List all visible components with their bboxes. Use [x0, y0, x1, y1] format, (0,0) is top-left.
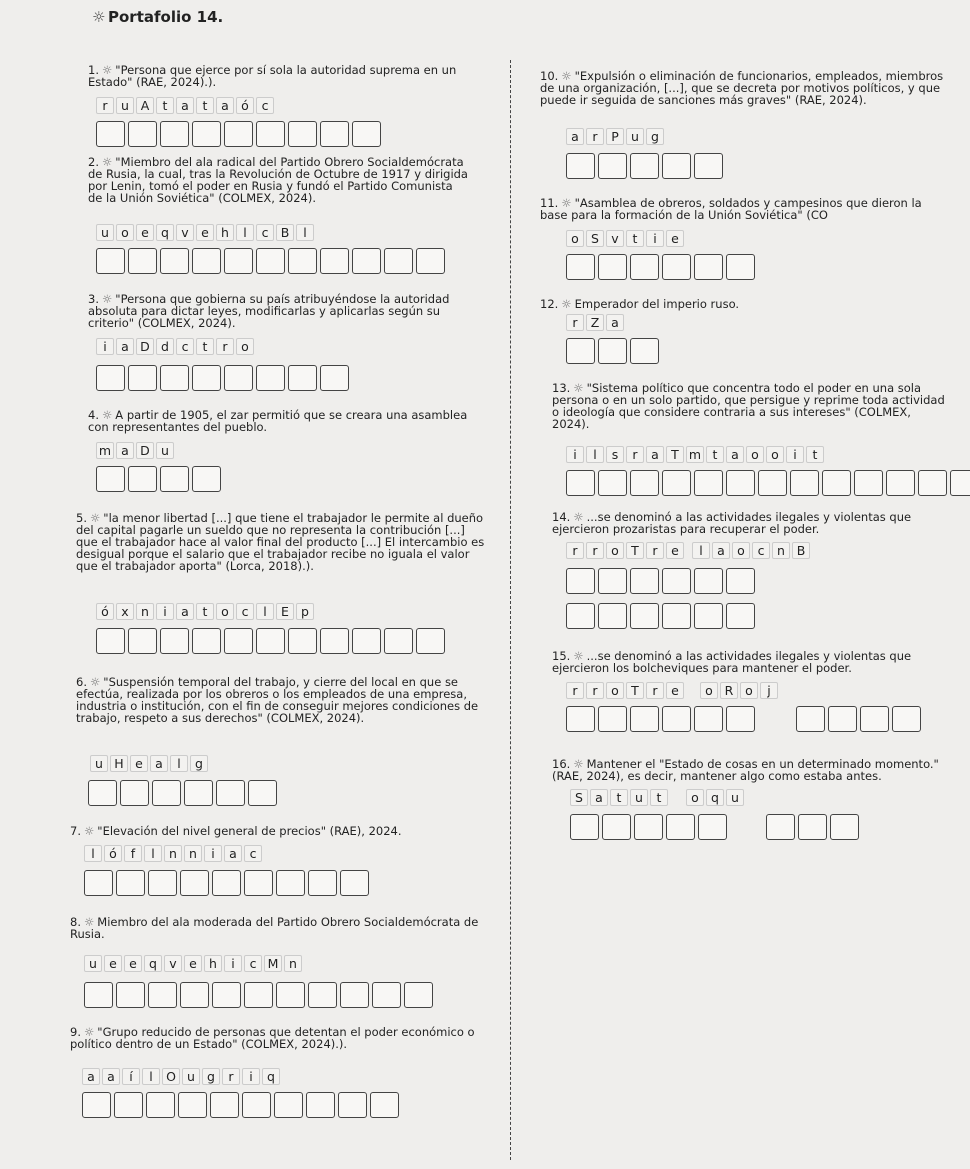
letter-tile: m — [686, 446, 704, 463]
answer-boxes-q16b[interactable] — [766, 814, 862, 840]
letter-tile: o — [216, 603, 234, 620]
sun-icon: ☼ — [573, 757, 584, 771]
sun-icon: ☼ — [101, 155, 113, 169]
letter-tile: l — [256, 603, 274, 620]
letters-q4 — [96, 442, 176, 459]
lightbulb-icon: ☼ — [92, 8, 106, 26]
letter-tile: r — [646, 542, 664, 559]
letter-tile: a — [726, 446, 744, 463]
letter-tile: h — [216, 224, 234, 241]
question-2: 2. ☼ "Miembro del ala radical del Partido Obrero Socialdemócrata de Rusia, la cual, tras la Revolución de Octubre de 1917 y dirigida por Lenin, tomó el poder en Rusia y fundó el Partido Comunista de la Unión Soviética" (COLMEX, 2024). — [88, 155, 468, 205]
letter-tile: o — [236, 338, 254, 355]
letter-tile: o — [746, 446, 764, 463]
letter-tile: a — [646, 446, 664, 463]
answer-boxes-q13[interactable] — [566, 470, 970, 496]
letter-tile: t — [196, 338, 214, 355]
question-5: 5. ☼ "la menor libertad [...] que tiene el trabajador le permite al dueño del capital pagarle un sueldo que no representa la contribución [...] que el trabajador hace al valor final del producto [...] El intercambio es desigual porque el salario que el trabajador recibe no iguala el valor que el trabajador aporta" (Lorca, 2018).). — [76, 511, 485, 573]
letter-tile: T — [626, 682, 644, 699]
letter-tile: u — [90, 755, 108, 772]
letter-tile: H — [110, 755, 128, 772]
letter-tile: D — [136, 338, 154, 355]
letter-tile: i — [786, 446, 804, 463]
letter-tile: r — [586, 682, 604, 699]
letter-tile: j — [760, 682, 778, 699]
letter-tile: r — [222, 1068, 240, 1085]
letter-tile: e — [124, 955, 142, 972]
letter-tile: ó — [104, 845, 122, 862]
letters-q5 — [96, 603, 316, 620]
sun-icon: ☼ — [83, 1025, 95, 1039]
letter-tile: r — [586, 542, 604, 559]
sun-icon: ☼ — [83, 824, 95, 838]
answer-boxes-q4[interactable] — [96, 466, 224, 492]
sun-icon: ☼ — [561, 297, 572, 311]
letter-tile: l — [170, 755, 188, 772]
sun-icon: ☼ — [573, 649, 584, 663]
answer-boxes-q7[interactable] — [84, 870, 372, 896]
letter-tile: n — [284, 955, 302, 972]
letter-tile: a — [176, 97, 194, 114]
letter-tile: q — [144, 955, 162, 972]
letter-tile: t — [626, 230, 644, 247]
answer-boxes-q3[interactable] — [96, 365, 352, 391]
letters-q11 — [566, 230, 686, 247]
letters-q15b — [700, 682, 780, 699]
letter-tile: g — [190, 755, 208, 772]
title-text: Portafolio 14. — [108, 8, 224, 26]
page-title — [92, 8, 224, 26]
letter-tile: o — [606, 542, 624, 559]
letter-tile: S — [586, 230, 604, 247]
sun-icon: ☼ — [89, 675, 101, 689]
letter-tile: a — [224, 845, 242, 862]
letter-tile: M — [264, 955, 282, 972]
letter-tile: t — [650, 789, 668, 806]
letter-tile: t — [706, 446, 724, 463]
answer-boxes-q5[interactable] — [96, 628, 448, 654]
sun-icon: ☼ — [89, 511, 101, 525]
letters-q6 — [90, 755, 210, 772]
sun-icon: ☼ — [573, 510, 584, 524]
answer-boxes-q11[interactable] — [566, 254, 758, 280]
letters-q7 — [84, 845, 264, 862]
letter-tile: p — [296, 603, 314, 620]
letter-tile: h — [204, 955, 222, 972]
answer-boxes-q10[interactable] — [566, 153, 726, 179]
letter-tile: a — [606, 314, 624, 331]
letters-q15a — [566, 682, 686, 699]
letters-q16b — [686, 789, 746, 806]
letter-tile: D — [136, 442, 154, 459]
letter-tile: q — [706, 789, 724, 806]
question-16: 16. ☼ Mantener el "Estado de cosas en un determinado momento." (RAE, 2024), es decir, mantener algo como estaba antes. — [552, 757, 939, 783]
letter-tile: g — [202, 1068, 220, 1085]
letter-tile: u — [630, 789, 648, 806]
sun-icon: ☼ — [101, 63, 113, 77]
letter-tile: u — [626, 128, 644, 145]
letter-tile: o — [686, 789, 704, 806]
letter-tile: r — [96, 97, 114, 114]
letter-tile: e — [196, 224, 214, 241]
letter-tile: e — [130, 755, 148, 772]
letter-tile: ó — [236, 97, 254, 114]
question-10: 10. ☼ "Expulsión o eliminación de funcionarios, empleados, miembros de una organización, [...], que se decreta por motivos políticos, y que puede ir seguida de sanciones más graves" (RAE, 2024). — [540, 69, 944, 107]
letter-tile: v — [164, 955, 182, 972]
letter-tile: c — [752, 542, 770, 559]
sun-icon: ☼ — [101, 292, 113, 306]
letter-tile: S — [570, 789, 588, 806]
letters-q12 — [566, 314, 626, 331]
letter-tile: u — [84, 955, 102, 972]
letter-tile: r — [626, 446, 644, 463]
letter-tile: t — [610, 789, 628, 806]
letter-tile: a — [712, 542, 730, 559]
letter-tile: a — [216, 97, 234, 114]
question-13: 13. ☼ "Sistema político que concentra todo el poder en una sola persona o en un solo partido, que persigue y reprime toda actividad o ideología que considere contraria a sus intereses" (COLMEX, 2024). — [552, 381, 945, 431]
letters-q2 — [96, 224, 316, 241]
letter-tile: t — [156, 97, 174, 114]
letter-tile: l — [84, 845, 102, 862]
letter-tile: v — [176, 224, 194, 241]
letter-tile: T — [666, 446, 684, 463]
letter-tile: g — [646, 128, 664, 145]
letter-tile: e — [104, 955, 122, 972]
letters-q8 — [84, 955, 304, 972]
sun-icon: ☼ — [561, 69, 572, 83]
letter-tile: l — [296, 224, 314, 241]
letter-tile: t — [196, 603, 214, 620]
letter-tile: c — [236, 603, 254, 620]
letter-tile: A — [136, 97, 154, 114]
letter-tile: i — [224, 955, 242, 972]
question-7: 7. ☼ "Elevación del nivel general de precios" (RAE), 2024. — [70, 824, 402, 838]
sun-icon: ☼ — [101, 408, 113, 422]
letter-tile: f — [124, 845, 142, 862]
letter-tile: í — [122, 1068, 140, 1085]
letters-q10 — [566, 128, 666, 145]
letter-tile: o — [732, 542, 750, 559]
letter-tile: a — [590, 789, 608, 806]
letter-tile: r — [566, 682, 584, 699]
letter-tile: r — [216, 338, 234, 355]
letter-tile: E — [276, 603, 294, 620]
letter-tile: i — [96, 338, 114, 355]
letter-tile: o — [740, 682, 758, 699]
letter-tile: u — [726, 789, 744, 806]
letter-tile: m — [96, 442, 114, 459]
answer-boxes-q6[interactable] — [88, 780, 280, 806]
letter-tile: l — [236, 224, 254, 241]
question-12: 12. ☼ Emperador del imperio ruso. — [540, 297, 740, 311]
letters-q3 — [96, 338, 256, 355]
letters-q9 — [82, 1068, 282, 1085]
letter-tile: a — [102, 1068, 120, 1085]
question-1: 1. ☼ "Persona que ejerce por sí sola la autoridad suprema en un Estado" (RAE, 2024).). — [88, 63, 457, 89]
letters-q14b — [692, 542, 812, 559]
letter-tile: t — [806, 446, 824, 463]
letter-tile: e — [136, 224, 154, 241]
letter-tile: ó — [96, 603, 114, 620]
letter-tile: e — [666, 230, 684, 247]
letter-tile: i — [566, 446, 584, 463]
letter-tile: l — [692, 542, 710, 559]
letter-tile: c — [176, 338, 194, 355]
letter-tile: v — [606, 230, 624, 247]
letter-tile: o — [566, 230, 584, 247]
letter-tile: T — [626, 542, 644, 559]
question-14: 14. ☼ ...se denominó a las actividades ilegales y violentas que ejercieron prozaristas para recuperar el poder. — [552, 510, 912, 536]
letter-tile: i — [646, 230, 664, 247]
letter-tile: Z — [586, 314, 604, 331]
answer-boxes-q1[interactable] — [96, 121, 384, 147]
answer-boxes-q16a[interactable] — [570, 814, 730, 840]
letters-q1 — [96, 97, 276, 114]
letter-tile: a — [116, 442, 134, 459]
letter-tile: t — [196, 97, 214, 114]
answer-boxes-q15a[interactable] — [566, 706, 758, 732]
letter-tile: R — [720, 682, 738, 699]
letter-tile: r — [646, 682, 664, 699]
letter-tile: l — [586, 446, 604, 463]
letter-tile: i — [204, 845, 222, 862]
letter-tile: c — [256, 224, 274, 241]
letter-tile: r — [566, 314, 584, 331]
letter-tile: a — [176, 603, 194, 620]
letter-tile: o — [606, 682, 624, 699]
letter-tile: c — [244, 845, 262, 862]
letter-tile: u — [96, 224, 114, 241]
letter-tile: a — [82, 1068, 100, 1085]
answer-boxes-q12[interactable] — [566, 338, 662, 364]
question-8: 8. ☼ Miembro del ala moderada del Partido Obrero Socialdemócrata de Rusia. — [70, 915, 479, 941]
question-9: 9. ☼ "Grupo reducido de personas que detentan el poder económico o político dentro de un Estado" (COLMEX, 2024).). — [70, 1025, 475, 1051]
letter-tile: l — [144, 845, 162, 862]
column-divider — [510, 60, 511, 1160]
question-4: 4. ☼ A partir de 1905, el zar permitió que se creara una asamblea con representantes del pueblo. — [88, 408, 468, 434]
letter-tile: P — [606, 128, 624, 145]
letter-tile: B — [792, 542, 810, 559]
letter-tile: q — [156, 224, 174, 241]
letter-tile: r — [566, 542, 584, 559]
answer-boxes-q14a[interactable] — [566, 568, 758, 594]
question-11: 11. ☼ "Asamblea de obreros, soldados y campesinos que dieron la base para la formación de la Unión Soviética" (CO — [540, 196, 922, 222]
letter-tile: n — [136, 603, 154, 620]
sun-icon: ☼ — [561, 196, 572, 210]
answer-boxes-q15b[interactable] — [796, 706, 924, 732]
letter-tile: o — [766, 446, 784, 463]
letter-tile: i — [242, 1068, 260, 1085]
letter-tile: e — [666, 542, 684, 559]
letters-q13 — [566, 446, 826, 463]
letter-tile: n — [184, 845, 202, 862]
question-6: 6. ☼ "Suspensión temporal del trabajo, y cierre del local en que se efectúa, realizada por los obreros o los empleados de una empresa, industria o institución, con el fin de conseguir mejores condiciones de trabajo, respeto a sus derechos" (COLMEX, 2024). — [76, 675, 479, 725]
letter-tile: a — [150, 755, 168, 772]
letter-tile: l — [142, 1068, 160, 1085]
letter-tile: n — [164, 845, 182, 862]
letter-tile: c — [244, 955, 262, 972]
letter-tile: o — [116, 224, 134, 241]
letter-tile: u — [156, 442, 174, 459]
letter-tile: r — [586, 128, 604, 145]
letter-tile: B — [276, 224, 294, 241]
letter-tile: n — [772, 542, 790, 559]
letter-tile: i — [156, 603, 174, 620]
letter-tile: O — [162, 1068, 180, 1085]
letters-q16a — [570, 789, 670, 806]
letter-tile: a — [566, 128, 584, 145]
sun-icon: ☼ — [573, 381, 584, 395]
letter-tile: e — [666, 682, 684, 699]
letter-tile: q — [262, 1068, 280, 1085]
answer-boxes-q14b[interactable] — [566, 603, 758, 629]
letter-tile: s — [606, 446, 624, 463]
letter-tile: u — [116, 97, 134, 114]
question-15: 15. ☼ ...se denominó a las actividades ilegales y violentas que ejercieron los bolcheviques para mantener el poder. — [552, 649, 912, 675]
answer-boxes-q2[interactable] — [96, 248, 448, 274]
letter-tile: x — [116, 603, 134, 620]
letter-tile: d — [156, 338, 174, 355]
letter-tile: c — [256, 97, 274, 114]
letter-tile: a — [116, 338, 134, 355]
answer-boxes-q8[interactable] — [84, 982, 436, 1008]
letters-q14a — [566, 542, 686, 559]
sun-icon: ☼ — [83, 915, 95, 929]
question-3: 3. ☼ "Persona que gobierna su país atribuyéndose la autoridad absoluta para dictar leyes, modificarlas y aplicarlas según su criterio" (COLMEX, 2024). — [88, 292, 450, 330]
answer-boxes-q9[interactable] — [82, 1092, 402, 1118]
letter-tile: e — [184, 955, 202, 972]
letter-tile: o — [700, 682, 718, 699]
letter-tile: u — [182, 1068, 200, 1085]
